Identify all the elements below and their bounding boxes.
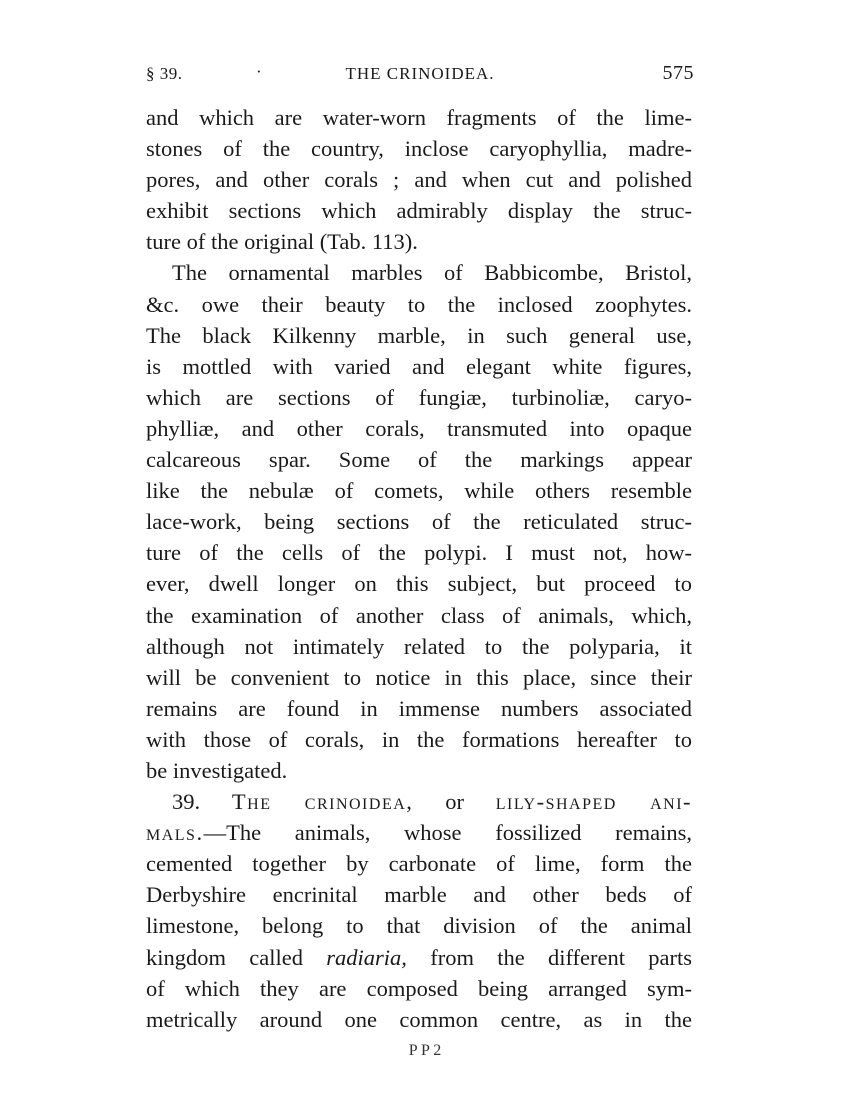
text-line — [146, 817, 692, 848]
text-line: be investigated. — [146, 757, 288, 783]
text-line: will be convenient to notice in this place, since their — [146, 664, 692, 690]
text-line: cemented together by carbonate of lime, form the — [146, 851, 692, 877]
chapter-title: THE CRINOIDEA. — [345, 64, 495, 83]
text-line: ture of the original (Tab. 113). — [146, 229, 418, 255]
text-line: The black Kilkenny marble, in such general use, — [146, 322, 692, 348]
text-span: from the different parts — [430, 944, 693, 970]
text-line: the examination of another class of animals, which, — [146, 602, 692, 628]
text-line: stones of the country, inclose caryophyllia, madre- — [146, 136, 692, 162]
text-line: lace-work, being sections of the reticulated struc- — [146, 509, 692, 535]
running-head — [146, 62, 694, 90]
text-line: of which they are composed being arranged sym- — [146, 975, 692, 1001]
italic-term: radiaria, — [326, 944, 407, 970]
text-line: with those of corals, in the formations hereafter to — [146, 726, 692, 752]
page-number: 575 — [662, 62, 694, 84]
text-line: limestone, belong to that division of the animal — [146, 913, 692, 939]
text-line: and which are water-worn fragments of the lime- — [146, 105, 692, 130]
section-39-number: 39. — [172, 789, 201, 815]
text-line: exhibit sections which admirably display the struc- — [146, 198, 692, 224]
text-line: like the nebulæ of comets, while others resemble — [146, 478, 692, 504]
text-span: The animals, whose fossilized remains, — [226, 820, 692, 846]
section-heading-part3: mals. — [146, 820, 204, 846]
text-line: ture of the cells of the polypi. I must not, how- — [146, 540, 692, 566]
section-heading-or: or — [445, 789, 464, 815]
text-line: which are sections of fungiæ, turbinoliæ, caryo- — [146, 384, 692, 410]
text-line: ever, dwell longer on this subject, but proceed to — [146, 571, 692, 597]
header-dot: · — [256, 62, 263, 81]
text-line: Derbyshire encrinital marble and other beds of — [146, 882, 692, 908]
section-heading-line — [146, 786, 692, 817]
text-line: pores, and other corals ; and when cut and polished — [146, 167, 692, 193]
body-text — [146, 102, 692, 1035]
text-line: metrically around one common centre, as in the — [146, 1006, 692, 1032]
text-line: although not intimately related to the polyparia, it — [146, 633, 692, 659]
text-line: phylliæ, and other corals, transmuted into opaque — [146, 415, 692, 441]
section-number: § 39. — [146, 64, 183, 83]
text-line: remains are found in immense numbers associated — [146, 695, 692, 721]
section-heading-part1: The crinoidea, — [231, 789, 414, 815]
section-heading-part2: lily-shaped ani- — [495, 789, 693, 815]
text-span: kingdom called — [146, 944, 303, 970]
em-dash: — — [203, 820, 227, 846]
text-line: &c. owe their beauty to the inclosed zoophytes. — [146, 291, 692, 317]
signature-mark: P P 2 — [408, 1042, 442, 1056]
text-line: calcareous spar. Some of the markings appear — [146, 447, 692, 473]
text-line: The ornamental marbles of Babbicombe, Bristol, — [172, 260, 692, 286]
text-line — [146, 942, 692, 973]
text-line: is mottled with varied and elegant white figures, — [146, 353, 692, 379]
